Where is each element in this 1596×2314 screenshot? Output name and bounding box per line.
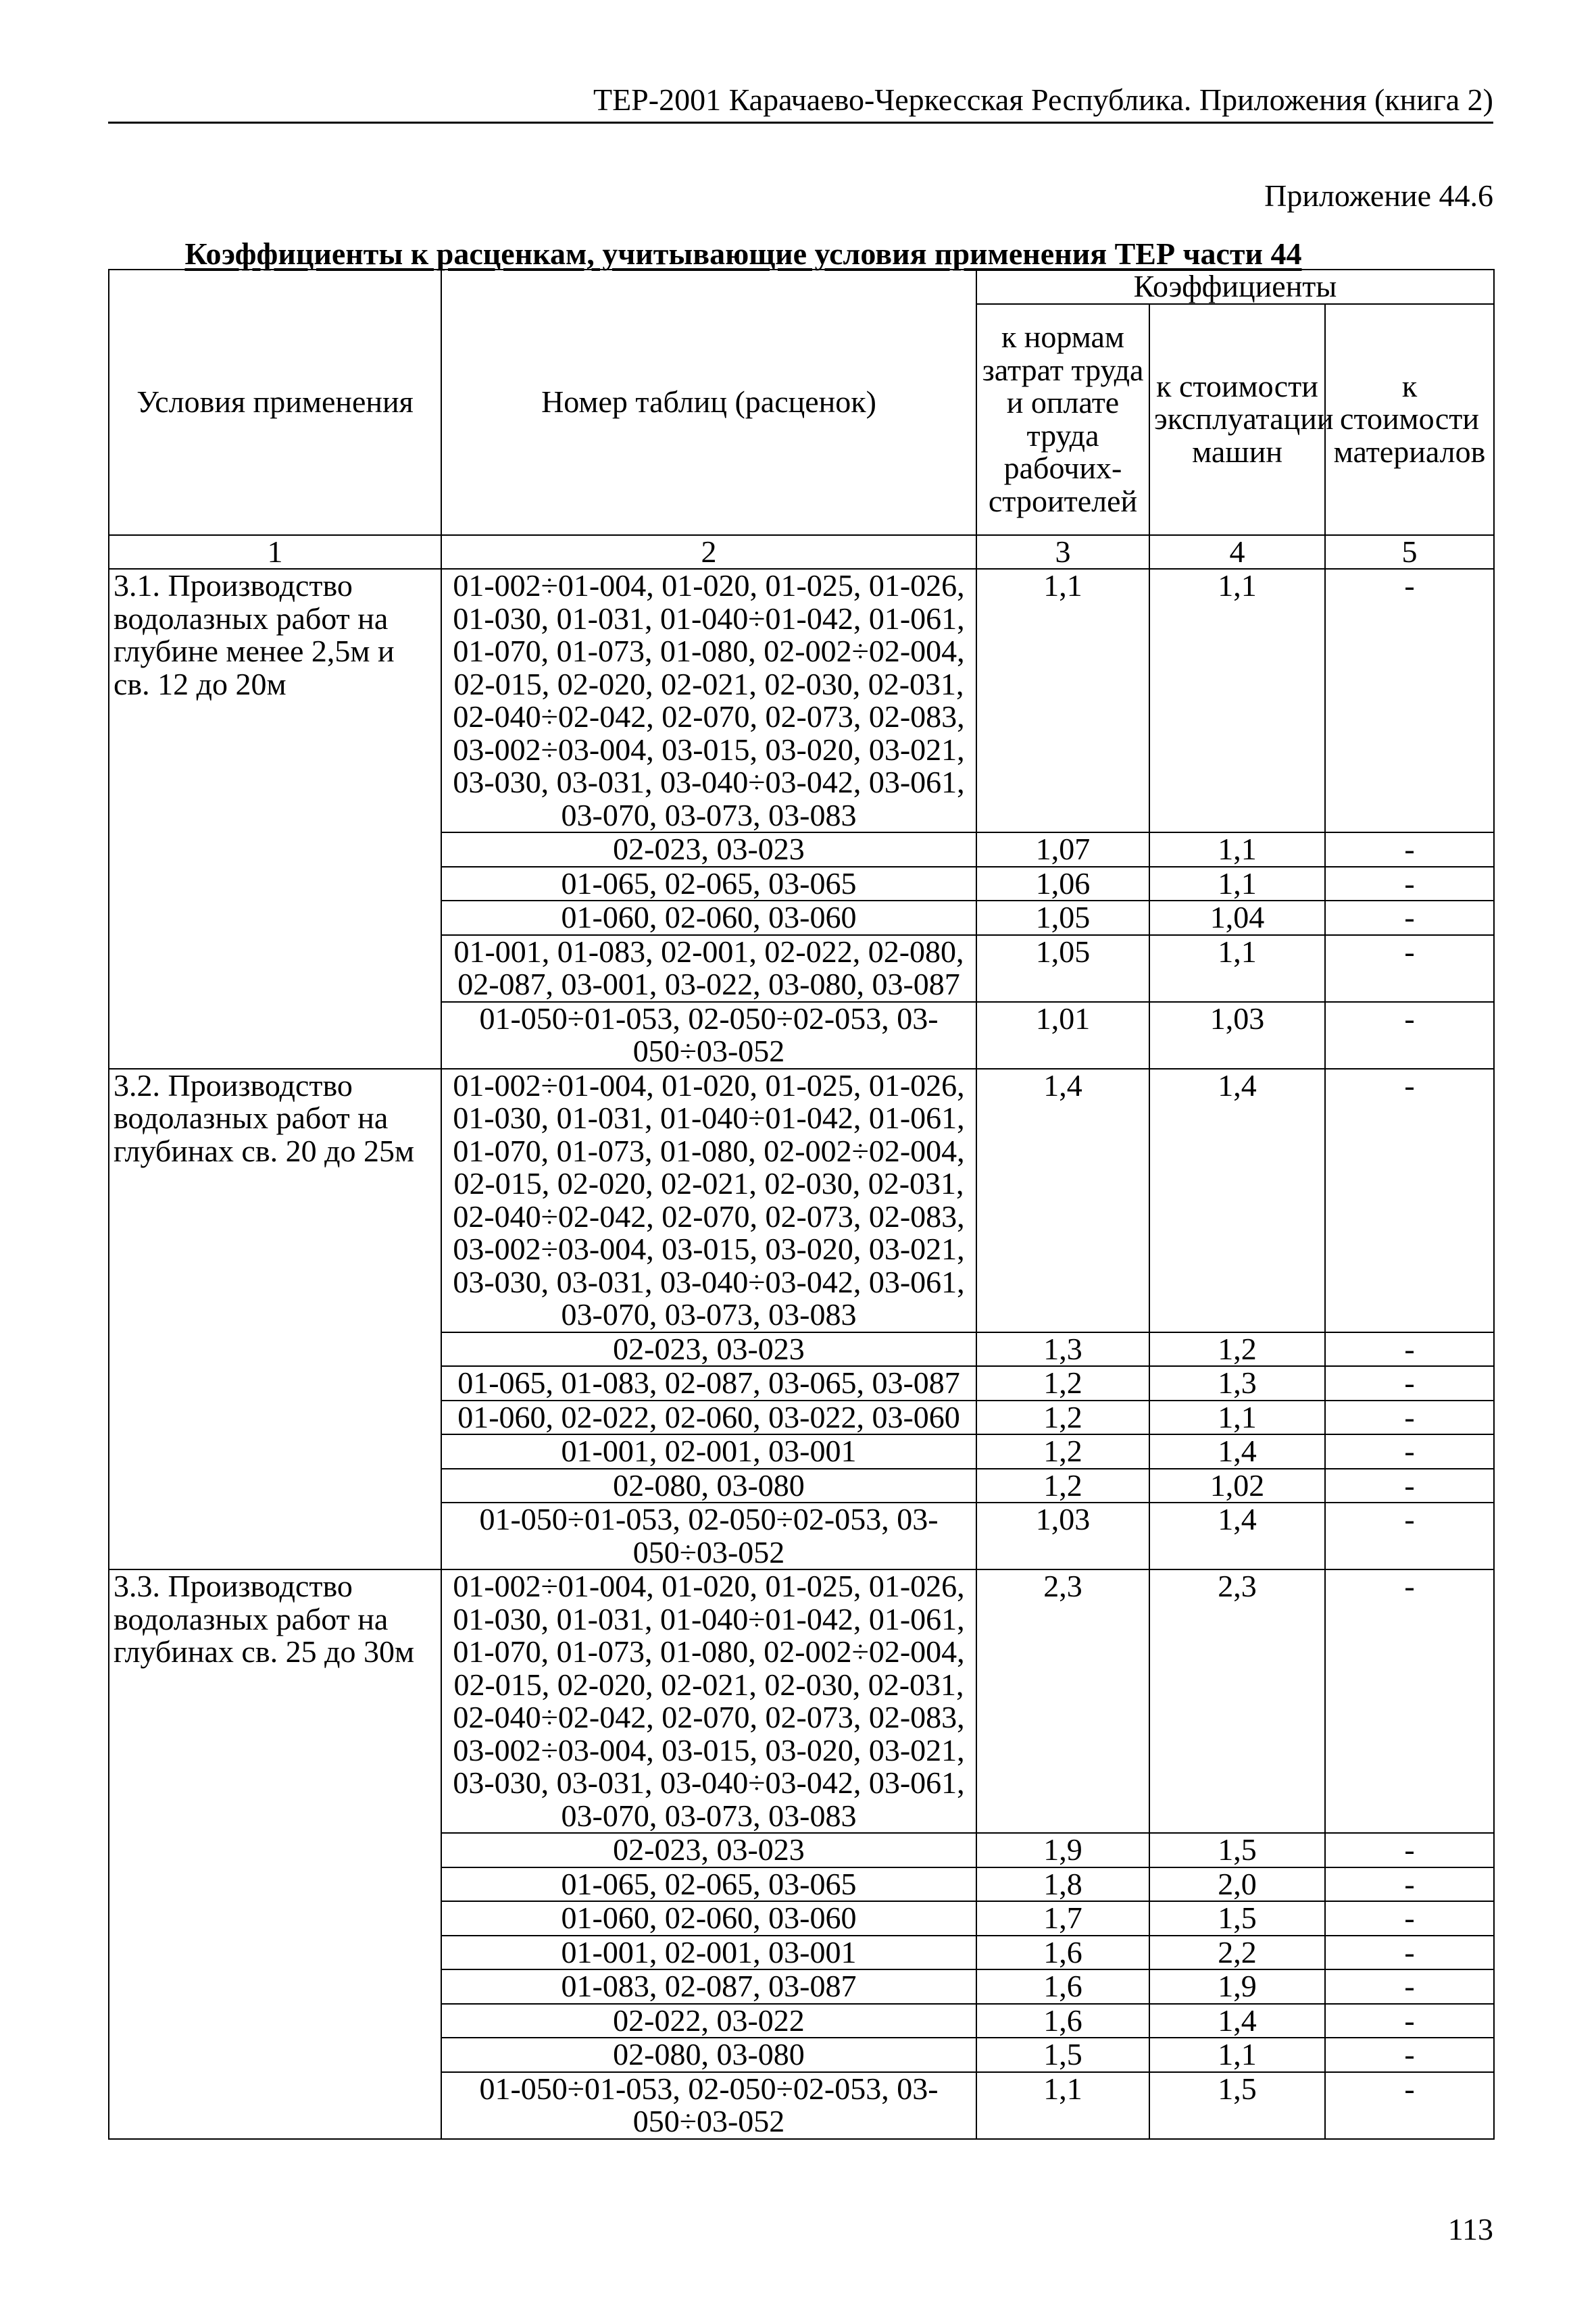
tables-cell: 01-065, 02-065, 03-065: [441, 1867, 976, 1902]
tables-cell: 01-050÷01-053, 02-050÷02-053, 03-050÷03-052: [441, 1002, 976, 1069]
column-number: 5: [1325, 535, 1494, 570]
labor-coefficient-cell: 1,7: [976, 1901, 1149, 1936]
materials-coefficient-cell: -: [1325, 1867, 1494, 1902]
labor-coefficient-cell: 1,9: [976, 1833, 1149, 1867]
machines-coefficient-cell: 1,5: [1149, 1901, 1325, 1936]
labor-coefficient-cell: 1,3: [976, 1332, 1149, 1367]
condition-cell: 3.3. Производство водолазных работ на глубинах св. 25 до 30м: [109, 1569, 441, 2139]
tables-cell: 01-060, 02-060, 03-060: [441, 1901, 976, 1936]
appendix-label: Приложение 44.6: [1264, 178, 1493, 213]
tables-cell: 01-065, 01-083, 02-087, 03-065, 03-087: [441, 1366, 976, 1401]
machines-coefficient-cell: 1,5: [1149, 1833, 1325, 1867]
materials-coefficient-cell: -: [1325, 2004, 1494, 2038]
tables-cell: 01-001, 01-083, 02-001, 02-022, 02-080, 02-087, 03-001, 03-022, 03-080, 03-087: [441, 935, 976, 1002]
labor-coefficient-cell: 1,8: [976, 1867, 1149, 1902]
running-header: ТЕР-2001 Карачаево-Черкесская Республика. Приложения (книга 2): [108, 81, 1493, 124]
condition-cell: 3.2. Производство водолазных работ на глубинах св. 20 до 25м: [109, 1069, 441, 1570]
labor-coefficient-cell: 1,6: [976, 2004, 1149, 2038]
labor-coefficient-cell: 1,1: [976, 2072, 1149, 2139]
condition-cell: 3.1. Производство водолазных работ на глубине менее 2,5м и св. 12 до 20м: [109, 569, 441, 1069]
materials-coefficient-cell: -: [1325, 1469, 1494, 1503]
machines-coefficient-cell: 1,4: [1149, 1069, 1325, 1332]
materials-coefficient-cell: -: [1325, 1969, 1494, 2004]
materials-coefficient-cell: -: [1325, 1434, 1494, 1469]
machines-coefficient-cell: 1,1: [1149, 1401, 1325, 1435]
machines-coefficient-cell: 1,3: [1149, 1366, 1325, 1401]
table-title-text: Коэффициенты к расценкам, учитывающие условия применения ТЕР части 44: [184, 236, 1302, 271]
labor-coefficient-cell: 1,4: [976, 1069, 1149, 1332]
machines-coefficient-cell: 1,04: [1149, 901, 1325, 935]
header-materials: к стоимости материалов: [1325, 304, 1494, 535]
machines-coefficient-cell: 1,1: [1149, 832, 1325, 867]
tables-cell: 02-080, 03-080: [441, 2038, 976, 2072]
labor-coefficient-cell: 1,05: [976, 935, 1149, 1002]
machines-coefficient-cell: 2,2: [1149, 1936, 1325, 1970]
materials-coefficient-cell: -: [1325, 1002, 1494, 1069]
column-number: 4: [1149, 535, 1325, 570]
machines-coefficient-cell: 1,2: [1149, 1332, 1325, 1367]
header-row-top: [109, 270, 1494, 304]
machines-coefficient-cell: 1,4: [1149, 2004, 1325, 2038]
table-row: [109, 1569, 1494, 1833]
materials-coefficient-cell: -: [1325, 901, 1494, 935]
tables-cell: 02-023, 03-023: [441, 1332, 976, 1367]
tables-cell: 02-080, 03-080: [441, 1469, 976, 1503]
machines-coefficient-cell: 2,3: [1149, 1569, 1325, 1833]
table-title: [108, 235, 1378, 273]
machines-coefficient-cell: 1,1: [1149, 569, 1325, 832]
materials-coefficient-cell: -: [1325, 1936, 1494, 1970]
machines-coefficient-cell: 1,1: [1149, 2038, 1325, 2072]
labor-coefficient-cell: 2,3: [976, 1569, 1149, 1833]
materials-coefficient-cell: -: [1325, 569, 1494, 832]
labor-coefficient-cell: 1,1: [976, 569, 1149, 832]
materials-coefficient-cell: -: [1325, 1401, 1494, 1435]
column-number: 3: [976, 535, 1149, 570]
materials-coefficient-cell: -: [1325, 1332, 1494, 1367]
machines-coefficient-cell: 1,1: [1149, 867, 1325, 901]
materials-coefficient-cell: -: [1325, 1833, 1494, 1867]
tables-cell: 01-060, 02-060, 03-060: [441, 901, 976, 935]
materials-coefficient-cell: -: [1325, 2072, 1494, 2139]
tables-cell: 01-002÷01-004, 01-020, 01-025, 01-026, 01-030, 01-031, 01-040÷01-042, 01-061, 01-070, 01-073, 01-080, 02-002÷02-004, 02-015, 02-020, 02-021, 02-030, 02-031, 02-040÷02-042, 02-070, 02-073, 02-083, 03-002÷03-004, 03-015, 03-020, 03-021, 03-030, 03-031, 03-040÷03-042, 03-061, 03-070, 03-073, 03-083: [441, 1569, 976, 1833]
machines-coefficient-cell: 1,03: [1149, 1002, 1325, 1069]
machines-coefficient-cell: 1,1: [1149, 935, 1325, 1002]
header-machines: к стоимости эксплуатации машин: [1149, 304, 1325, 535]
labor-coefficient-cell: 1,2: [976, 1366, 1149, 1401]
machines-coefficient-cell: 1,4: [1149, 1434, 1325, 1469]
machines-coefficient-cell: 1,4: [1149, 1503, 1325, 1569]
machines-coefficient-cell: 1,9: [1149, 1969, 1325, 2004]
coefficients-table-body: [109, 270, 1494, 2139]
tables-cell: 01-060, 02-022, 02-060, 03-022, 03-060: [441, 1401, 976, 1435]
machines-coefficient-cell: 2,0: [1149, 1867, 1325, 1902]
machines-coefficient-cell: 1,5: [1149, 2072, 1325, 2139]
column-number: 1: [109, 535, 441, 570]
tables-cell: 01-001, 02-001, 03-001: [441, 1936, 976, 1970]
labor-coefficient-cell: 1,07: [976, 832, 1149, 867]
materials-coefficient-cell: -: [1325, 1569, 1494, 1833]
materials-coefficient-cell: -: [1325, 1901, 1494, 1936]
materials-coefficient-cell: -: [1325, 1069, 1494, 1332]
labor-coefficient-cell: 1,2: [976, 1401, 1149, 1435]
tables-cell: 01-065, 02-065, 03-065: [441, 867, 976, 901]
labor-coefficient-cell: 1,2: [976, 1434, 1149, 1469]
header-labor: к нормам затрат труда и оплате труда рабочих-строителей: [976, 304, 1149, 535]
materials-coefficient-cell: -: [1325, 867, 1494, 901]
machines-coefficient-cell: 1,02: [1149, 1469, 1325, 1503]
labor-coefficient-cell: 1,01: [976, 1002, 1149, 1069]
materials-coefficient-cell: -: [1325, 935, 1494, 1002]
tables-cell: 01-002÷01-004, 01-020, 01-025, 01-026, 01-030, 01-031, 01-040÷01-042, 01-061, 01-070, 01-073, 01-080, 02-002÷02-004, 02-015, 02-020, 02-021, 02-030, 02-031, 02-040÷02-042, 02-070, 02-073, 02-083, 03-002÷03-004, 03-015, 03-020, 03-021, 03-030, 03-031, 03-040÷03-042, 03-061, 03-070, 03-073, 03-083: [441, 1069, 976, 1332]
labor-coefficient-cell: 1,2: [976, 1469, 1149, 1503]
materials-coefficient-cell: -: [1325, 2038, 1494, 2072]
tables-cell: 01-050÷01-053, 02-050÷02-053, 03-050÷03-052: [441, 2072, 976, 2139]
tables-cell: 02-023, 03-023: [441, 1833, 976, 1867]
labor-coefficient-cell: 1,6: [976, 1936, 1149, 1970]
column-number: 2: [441, 535, 976, 570]
tables-cell: 01-083, 02-087, 03-087: [441, 1969, 976, 2004]
header-tables: Номер таблиц (расценок): [441, 270, 976, 535]
tables-cell: 02-022, 03-022: [441, 2004, 976, 2038]
header-conditions: Условия применения: [109, 270, 441, 535]
materials-coefficient-cell: -: [1325, 1503, 1494, 1569]
tables-cell: 01-050÷01-053, 02-050÷02-053, 03-050÷03-052: [441, 1503, 976, 1569]
column-numbers-row: [109, 535, 1494, 570]
labor-coefficient-cell: 1,5: [976, 2038, 1149, 2072]
table-row: [109, 569, 1494, 832]
labor-coefficient-cell: 1,05: [976, 901, 1149, 935]
tables-cell: 01-001, 02-001, 03-001: [441, 1434, 976, 1469]
table-row: [109, 1069, 1494, 1332]
labor-coefficient-cell: 1,6: [976, 1969, 1149, 2004]
labor-coefficient-cell: 1,03: [976, 1503, 1149, 1569]
materials-coefficient-cell: -: [1325, 832, 1494, 867]
tables-cell: 01-002÷01-004, 01-020, 01-025, 01-026, 01-030, 01-031, 01-040÷01-042, 01-061, 01-070, 01-073, 01-080, 02-002÷02-004, 02-015, 02-020, 02-021, 02-030, 02-031, 02-040÷02-042, 02-070, 02-073, 02-083, 03-002÷03-004, 03-015, 03-020, 03-021, 03-030, 03-031, 03-040÷03-042, 03-061, 03-070, 03-073, 03-083: [441, 569, 976, 832]
labor-coefficient-cell: 1,06: [976, 867, 1149, 901]
page-number: 113: [1447, 2212, 1493, 2246]
tables-cell: 02-023, 03-023: [441, 832, 976, 867]
coefficients-table: [108, 269, 1495, 2140]
header-coefficients: Коэффициенты: [976, 270, 1494, 304]
materials-coefficient-cell: -: [1325, 1366, 1494, 1401]
